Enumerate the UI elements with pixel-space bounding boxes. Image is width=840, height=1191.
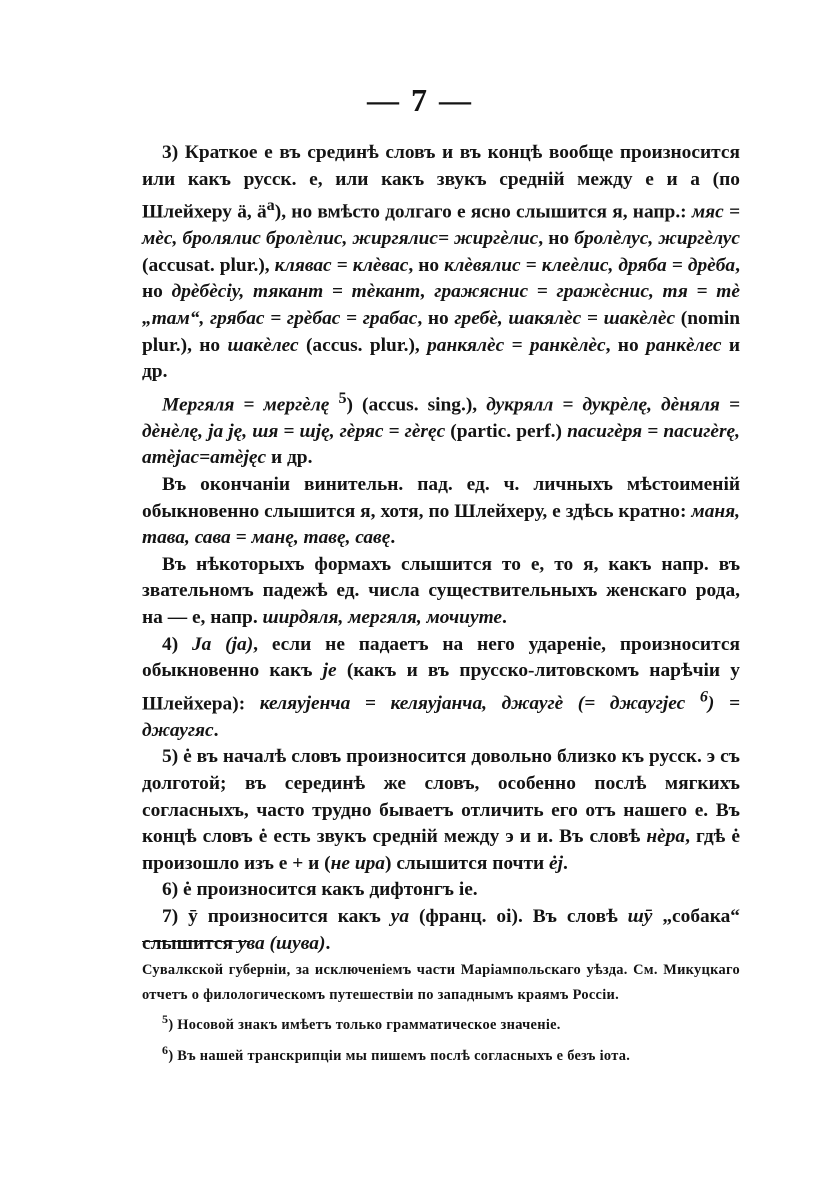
paragraph-mergyalya: Мергяля = мергѐлę $^5$) (accus. sing.), дукрялл = дукрѐлę, дѐняля = дѐнѐлę, ja ję, шя = шję, гѐряс = гѐręс (partic. perf.) пасигѐря = пасигѐrę, атѐjас=атѐjęс и др. <box>142 389 741 469</box>
paragraph-3: 3) Краткое е въ срединѣ словъ и въ концѣ вообще произносится или какъ русск. е, или какъ звукъ средній между е и а (по Шлейхеру ä, $ä^a$), но вмѣсто долгаго е ясно слышится я, напр.: мяс = мѐс, брoлялис бролѐлис, жиргялис= жиргѐлис, но бролѐлус, жиргѐлус (accusat. plur.), клявас = клѐвас, но клѐвялис = клеѐлис, дряба = дрѐба, но дрѐбѐсiу, тякант = тѐкант, гражяснис = гражѐснис, тя = тѐ „там“, грябас = грѐбас = грабас, но гребѐ, шакялѐс = шакѐлѐс (nomin plur.), но шакѐлес (accus. plur.), ранкялѐс = ранкѐлѐс, но ранкѐлес и др. <box>142 142 741 383</box>
paragraph-accusative: Въ окончаніи винительн. пад. ед. ч. личныхъ мѣстоименій обыкновенно слышится я, хотя, по Шлейхеру, е здѣсь кратно: маня, тава, сава = манę, тавę, савę. <box>142 474 740 549</box>
footnote-6: $^6$) Въ нашей транскрипціи мы пишемъ послѣ согласныхъ е безъ іота. <box>162 1042 631 1064</box>
footnote-5: $^5$) Носовой знакъ имѣетъ только грамматическое значеніе. <box>162 1012 561 1033</box>
paragraph-7: 7) ӯ произносится какъ уа (франц. oi). Въ словѣ шӯ „собака“ слышится ува (шува). <box>142 906 740 954</box>
main-text <box>142 140 740 957</box>
paragraph-vocative: Въ нѣкоторыхъ формахъ слышится то е, то я, какъ напр. въ звательномъ падежѣ ед. числа существительныхъ женскаго рода, на — е, напр. ширдяля, мергяля, мочиуте. <box>142 553 740 629</box>
footnote-divider <box>142 941 250 942</box>
footnote-continuation: Сувалкской губерніи, за исключеніемъ части Маріампольскаго уѣзда. См. Микуцкаго отчетъ о филологическомъ путешествіи по западнымъ краямъ Россіи. <box>142 962 740 1003</box>
paragraph-4: 4) Ja (ja), если не падаетъ на него удареніе, произносится обыкновенно какъ je (какъ и въ прусско-литовскомъ нарѣчіи у Шлейхера): келяуjенча = келяуjанча, джаугѐ (= джаугjес $^6$) = джаугяс. <box>142 633 740 741</box>
footnotes <box>142 958 740 1068</box>
paragraph-6: 6) ė произносится какъ дифтонгъ ie. <box>162 879 478 901</box>
paragraph-5: 5) ė въ началѣ словъ произносится довольно близко къ русск. э съ долготой; въ серединѣ же словъ, особенно послѣ мягкихъ согласныхъ, часто трудно бываетъ отличить его отъ нашего е. Въ концѣ словъ ė есть звукъ средній между э и и. Въ словѣ нѐра, гдѣ ė произошло изъ е + и (не ира) слышится почти ėj. <box>142 746 740 874</box>
page-number: — 7 — <box>367 82 473 118</box>
